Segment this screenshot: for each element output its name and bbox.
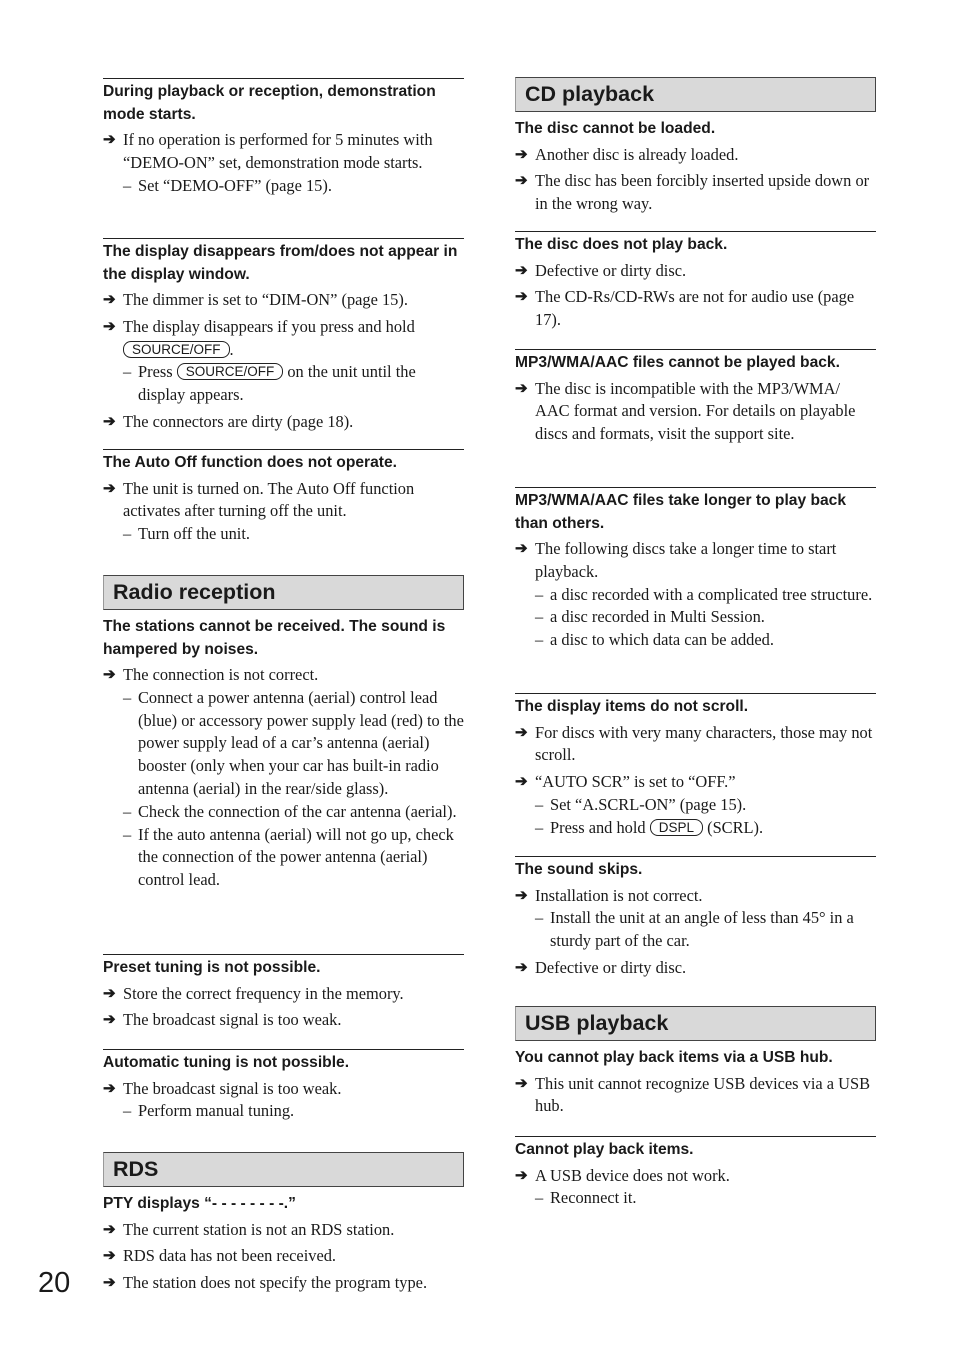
remedy-item: – a disc to which data can be added. [515, 629, 876, 652]
trouble-automatic-tuning [103, 1049, 464, 1123]
arrow-icon: ➔ [103, 1080, 116, 1097]
dash-icon: – [123, 687, 132, 707]
section-heading: The stations cannot be received. The sound is hampered by noises. [103, 618, 446, 658]
cause-item: ➔ Another disc is already loaded. [515, 144, 876, 167]
remedy-item: – Set “A.SCRL-ON” (page 15). [515, 794, 876, 817]
arrow-icon: ➔ [515, 262, 528, 279]
trouble-usb-hub [515, 1045, 876, 1118]
dash-icon: – [123, 524, 132, 544]
arrow-icon: ➔ [103, 292, 116, 308]
section-heading: The sound skips. [515, 861, 643, 878]
cause-item: ➔ The unit is turned on. The Auto Off function activates after turning off the unit. [103, 478, 415, 521]
category-heading: CD playback [525, 82, 655, 106]
cause-item: ➔ The connection is not correct. [103, 664, 464, 687]
section-heading: Preset tuning is not possible. [103, 959, 321, 976]
cause-item: ➔ The connectors are dirty (page 18). [103, 411, 464, 434]
arrow-icon: ➔ [515, 541, 528, 557]
dash-icon: – [535, 817, 544, 837]
section-heading: Automatic tuning is not possible. [103, 1054, 350, 1071]
trouble-files-cannot-play [515, 349, 876, 446]
arrow-icon: ➔ [515, 959, 528, 976]
arrow-icon: ➔ [103, 480, 116, 497]
arrow-icon: ➔ [515, 774, 528, 791]
trouble-cannot-play-items [515, 1136, 876, 1210]
section-heading: The disc does not play back. [515, 236, 728, 253]
cause-item: ➔ The disc has been forcibly inserted upside down or in the wrong way. [515, 171, 870, 214]
trouble-display-disappears [103, 238, 464, 434]
source-off-button-icon: SOURCE/OFF [177, 363, 284, 380]
arrow-icon: ➔ [103, 413, 116, 430]
cause-item: ➔ This unit cannot recognize USB devices via a USB hub. [515, 1073, 871, 1116]
dash-icon: – [535, 584, 544, 604]
section-heading: MP3/WMA/AAC files take longer to play back than others. [515, 492, 847, 532]
dash-icon: – [535, 794, 544, 814]
cause-item: ➔ Defective or dirty disc. [515, 260, 876, 283]
dash-icon: – [535, 1188, 544, 1208]
arrow-icon: ➔ [515, 380, 528, 397]
section-heading: The disc cannot be loaded. [515, 120, 716, 137]
arrow-icon: ➔ [515, 724, 528, 741]
page-number: 20 [38, 1267, 71, 1299]
section-heading: The display disappears from/does not appear in the display window. [103, 243, 458, 283]
trouble-display-no-scroll [515, 693, 876, 839]
cause-item: ➔ The dimmer is set to “DIM-ON” (page 15). [103, 289, 464, 312]
cause-item: ➔ Store the correct frequency in the memory. [103, 983, 464, 1006]
trouble-disc-not-play [515, 231, 876, 332]
category-heading: RDS [113, 1157, 159, 1181]
category-heading: USB playback [525, 1011, 669, 1035]
arrow-icon: ➔ [103, 667, 116, 683]
trouble-stations-not-received [103, 614, 464, 892]
cause-item: ➔ The following discs take a longer time to start playback. [515, 539, 837, 581]
cause-item: ➔ The current station is not an RDS station. [103, 1219, 464, 1242]
section-heading: PTY displays “- - - - - - - -.” [103, 1195, 296, 1212]
section-heading: The display items do not scroll. [515, 698, 749, 715]
arrow-icon: ➔ [103, 1275, 116, 1292]
cause-item: ➔ The station does not specify the program type. [103, 1272, 464, 1295]
arrow-icon: ➔ [515, 289, 528, 306]
arrow-icon: ➔ [103, 985, 116, 1002]
arrow-icon: ➔ [103, 318, 116, 335]
rds-heading-band [103, 1152, 464, 1187]
remedy-item: – Reconnect it. [515, 1187, 876, 1210]
trouble-demo-mode [103, 78, 464, 197]
dash-icon: – [123, 801, 132, 821]
source-off-button-icon: SOURCE/OFF [123, 341, 230, 358]
arrow-icon: ➔ [515, 1167, 528, 1184]
cause-item: ➔ “AUTO SCR” is set to “OFF.” [515, 771, 876, 794]
cause-item: ➔ The display disappears if you press and hold SOURCE/OFF . [103, 316, 415, 359]
cause-item: ➔ A USB device does not work. [515, 1165, 876, 1188]
remedy-item: – a disc recorded in Multi Session. [515, 606, 876, 629]
arrow-icon: ➔ [515, 173, 528, 190]
trouble-auto-off [103, 449, 464, 546]
cause-item: ➔ For discs with very many characters, those may not scroll. [515, 722, 873, 765]
remedy-item: – Check the connection of the car antenna (aerial). [103, 801, 464, 824]
trouble-preset-tuning [103, 954, 464, 1032]
dash-icon: – [123, 1101, 132, 1121]
arrow-icon: ➔ [103, 1012, 116, 1029]
cause-item: ➔ Defective or dirty disc. [515, 957, 876, 980]
remedy-item: – Set “DEMO-OFF” (page 15). [103, 175, 464, 198]
remedy-item: – Connect a power antenna (aerial) control lead (blue) or accessory power supply lead (red) to the power supply lead of a car’s antenna (aerial) booster (only when your car has built-in radio antenna (aerial) in the rear/side glass). [123, 687, 464, 798]
trouble-sound-skips [515, 856, 876, 980]
dash-icon: – [535, 630, 544, 650]
dash-icon: – [123, 175, 132, 195]
remedy-item: – Turn off the unit. [103, 523, 464, 546]
cause-item: ➔ The broadcast signal is too weak. [103, 1009, 464, 1032]
arrow-icon: ➔ [515, 1075, 528, 1092]
section-heading: You cannot play back items via a USB hub. [515, 1049, 833, 1066]
cause-item: ➔ The CD-Rs/CD-RWs are not for audio use (page 17). [515, 287, 855, 330]
cause-item: ➔ The broadcast signal is too weak. [103, 1078, 464, 1101]
trouble-disc-not-loaded [515, 116, 876, 216]
arrow-icon: ➔ [103, 132, 116, 148]
category-heading: Radio reception [113, 580, 276, 604]
cause-item: ➔ The disc is incompatible with the MP3/WMA/ AAC format and version. For details on playable discs and formats, visit the support site. [515, 378, 856, 444]
remedy-item: – Install the unit at an angle of less than 45° in a sturdy part of the car. [535, 908, 854, 951]
remedy-item: – If the auto antenna (aerial) will not go up, check the connection of the power antenna (aerial) control lead. [123, 824, 454, 890]
trouble-files-take-longer [515, 487, 876, 652]
dash-icon: – [123, 362, 132, 382]
usb-playback-heading-band [515, 1006, 876, 1041]
remedy-item: – Press SOURCE/OFF on the unit until the display appears. [123, 362, 416, 405]
cause-item: ➔ If no operation is performed for 5 minutes with “DEMO-ON” set, demonstration mode starts. [103, 130, 433, 172]
arrow-icon: ➔ [515, 887, 528, 904]
section-heading: Cannot play back items. [515, 1141, 694, 1158]
remedy-item: – Press and hold DSPL (SCRL). [515, 817, 876, 840]
cause-item: ➔ RDS data has not been received. [103, 1245, 464, 1268]
cause-item: ➔ Installation is not correct. [515, 885, 876, 908]
section-heading: The Auto Off function does not operate. [103, 454, 397, 471]
section-heading: MP3/WMA/AAC files cannot be played back. [515, 354, 840, 371]
radio-reception-heading-band [103, 575, 464, 610]
dash-icon: – [123, 824, 132, 844]
arrow-icon: ➔ [103, 1248, 116, 1265]
dspl-button-icon: DSPL [650, 819, 703, 836]
dash-icon: – [535, 607, 544, 627]
arrow-icon: ➔ [103, 1221, 116, 1238]
dash-icon: – [535, 908, 544, 928]
arrow-icon: ➔ [515, 146, 528, 163]
cd-playback-heading-band [515, 77, 876, 112]
remedy-item: – Perform manual tuning. [103, 1100, 464, 1123]
section-heading: During playback or reception, demonstration mode starts. [103, 83, 436, 123]
remedy-item: – a disc recorded with a complicated tree structure. [515, 584, 876, 607]
trouble-pty-display [103, 1191, 464, 1295]
